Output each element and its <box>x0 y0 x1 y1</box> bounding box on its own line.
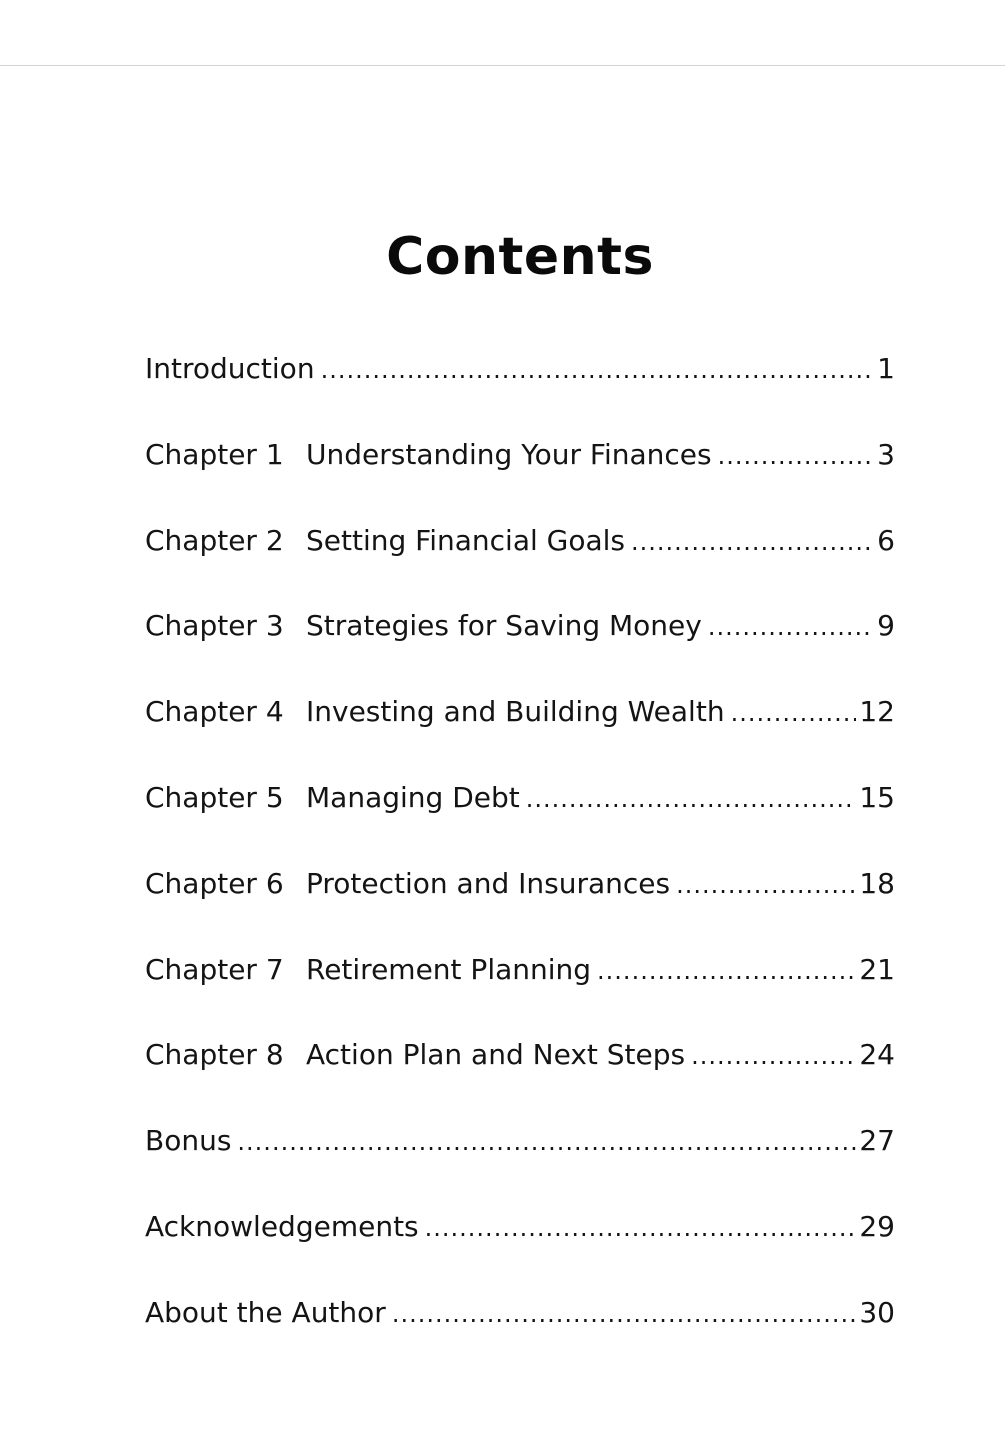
dot-leader <box>425 1204 857 1252</box>
page-title: Contents <box>386 227 654 287</box>
dot-leader <box>708 603 874 651</box>
entry-page-number: 30 <box>859 1295 895 1329</box>
entry-chapter-label: Chapter 2 <box>145 523 284 557</box>
dot-leader <box>731 689 857 737</box>
entry-title: Introduction <box>145 352 315 385</box>
toc-entry-introduction[interactable] <box>145 345 895 431</box>
entry-title: Managing Debt <box>306 780 520 814</box>
entry-page-number: 6 <box>877 523 895 557</box>
entry-page-number: 29 <box>859 1209 895 1243</box>
toc-entry-chapter-7[interactable] <box>145 946 895 1032</box>
toc-entry-about-the-author[interactable] <box>145 1289 895 1375</box>
entry-page-number: 3 <box>877 437 895 471</box>
entry-page-number: 15 <box>859 780 895 814</box>
entry-chapter-label: Chapter 8 <box>145 1038 284 1072</box>
entry-title: Strategies for Saving Money <box>306 609 702 643</box>
entry-title: Bonus <box>145 1124 232 1158</box>
entry-title: Retirement Planning <box>306 952 592 986</box>
header-divider <box>0 65 1005 66</box>
dot-leader <box>392 1290 857 1338</box>
entry-title: Acknowledgements <box>145 1209 419 1243</box>
dot-leader <box>321 346 875 394</box>
table-of-contents <box>145 345 895 1375</box>
entry-chapter-label: Chapter 5 <box>145 780 284 814</box>
toc-entry-chapter-1[interactable] <box>145 431 895 517</box>
toc-entry-chapter-2[interactable] <box>145 517 895 603</box>
entry-chapter-label: Chapter 3 <box>145 609 284 643</box>
dot-leader <box>237 1118 856 1166</box>
entry-page-number: 9 <box>877 609 895 643</box>
entry-page-number: 24 <box>859 1038 895 1072</box>
entry-title: Setting Financial Goals <box>306 523 626 557</box>
dot-leader <box>691 1032 856 1080</box>
entry-chapter-label: Chapter 4 <box>145 695 284 729</box>
entry-title: Protection and Insurances <box>306 866 671 900</box>
dot-leader <box>631 518 874 566</box>
toc-entry-chapter-4[interactable] <box>145 688 895 774</box>
entry-page-number: 1 <box>877 352 895 385</box>
entry-title: Understanding Your Finances <box>306 437 712 471</box>
entry-chapter-label: Chapter 1 <box>145 437 284 471</box>
entry-page-number: 27 <box>859 1124 895 1158</box>
entry-title: Investing and Building Wealth <box>306 695 725 729</box>
entry-page-number: 21 <box>859 952 895 986</box>
entry-title: Action Plan and Next Steps <box>306 1038 686 1072</box>
entry-chapter-label: Chapter 6 <box>145 866 284 900</box>
entry-page-number: 12 <box>859 695 895 729</box>
dot-leader <box>526 775 857 823</box>
toc-entry-chapter-6[interactable] <box>145 860 895 946</box>
entry-title: About the Author <box>145 1295 386 1329</box>
toc-entry-chapter-5[interactable] <box>145 774 895 860</box>
entry-page-number: 18 <box>859 866 895 900</box>
dot-leader <box>718 432 875 480</box>
toc-entry-chapter-8[interactable] <box>145 1031 895 1117</box>
toc-entry-bonus[interactable] <box>145 1117 895 1203</box>
entry-chapter-label: Chapter 7 <box>145 952 284 986</box>
dot-leader <box>676 861 856 909</box>
dot-leader <box>597 947 856 995</box>
toc-entry-acknowledgements[interactable] <box>145 1203 895 1289</box>
toc-entry-chapter-3[interactable] <box>145 602 895 688</box>
